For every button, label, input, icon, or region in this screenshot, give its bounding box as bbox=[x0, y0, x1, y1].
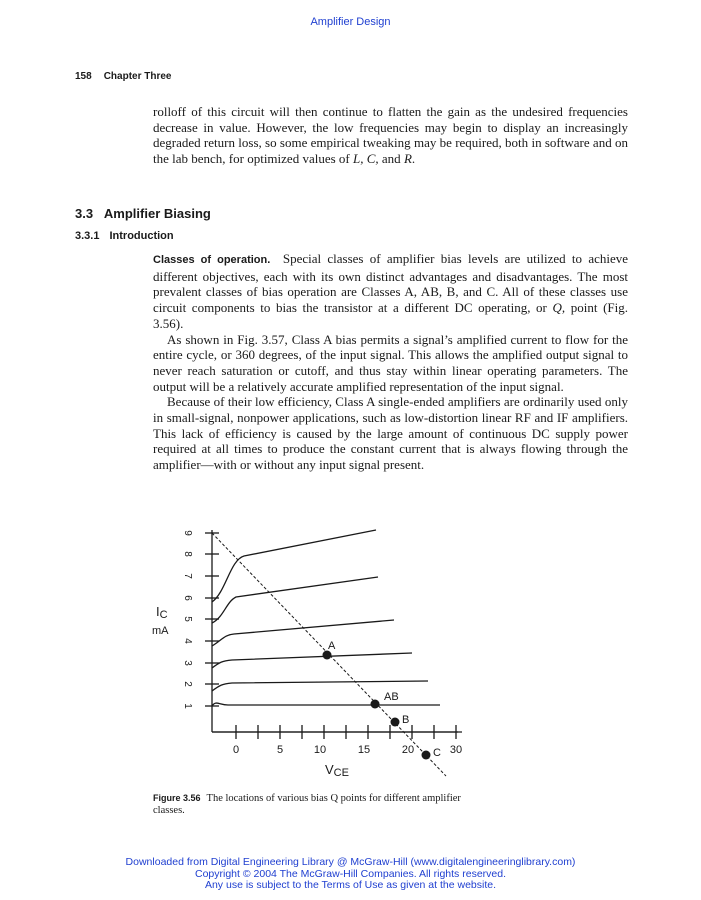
curve-3 bbox=[212, 653, 412, 668]
classes-text-a: Special classes of amplifier bias levels are utilized to achieve different objectives, each with its own distinct advantages and disadvantages. The most prevalent classes of bias operation are Classes A, AB, B, and C. All of these classes use circuit components to bias the transistor at a different DC operating, or bbox=[153, 251, 629, 316]
footer-copyright: Copyright © 2004 The McGraw-Hill Companies. All rights reserved. bbox=[195, 867, 506, 880]
y-tick-label: 8 bbox=[182, 551, 193, 557]
and-text: and bbox=[378, 151, 404, 167]
y-tick-label: 1 bbox=[182, 703, 193, 709]
subsection-heading bbox=[75, 230, 174, 242]
y-tick-label: 2 bbox=[182, 681, 193, 687]
var-r: R bbox=[403, 151, 412, 167]
q-point-ab bbox=[371, 700, 380, 709]
section-number: 3.3 bbox=[75, 206, 94, 221]
y-tick-label: 5 bbox=[182, 616, 193, 622]
curve-6 bbox=[212, 530, 376, 602]
var-c: C, bbox=[366, 151, 379, 167]
var-q: Q, bbox=[552, 300, 566, 316]
curve-1 bbox=[212, 703, 440, 706]
x-tick-label: 10 bbox=[313, 744, 327, 756]
curve-2 bbox=[212, 681, 428, 691]
caption-number: Figure 3.56 bbox=[153, 793, 201, 803]
running-header: Amplifier Design bbox=[310, 16, 391, 28]
x-axis-label: VCE bbox=[325, 762, 349, 779]
classes-runin: Classes of operation. bbox=[153, 254, 271, 266]
var-l: L, bbox=[353, 151, 364, 167]
intro-paragraph bbox=[153, 104, 628, 167]
x-tick-label: 0 bbox=[232, 744, 240, 756]
class-a-paragraph: As shown in Fig. 3.57, Class A bias permits a signal’s amplified current to flow for the entire cycle, or 360 degrees, of the input signal. This allows the amplified output signal to never reach saturation or cutoff, and thus stay within linear operating parameters. The output will be a relatively accurate amplified representation of the input signal. bbox=[153, 331, 628, 394]
y-axis-unit: mA bbox=[152, 625, 169, 637]
x-tick-label: 5 bbox=[276, 744, 284, 756]
y-tick-label: 3 bbox=[182, 660, 193, 666]
curve-5 bbox=[212, 577, 378, 623]
subsection-number: 3.3.1 bbox=[75, 230, 100, 242]
curve-4 bbox=[212, 620, 394, 646]
x-tick-label: 15 bbox=[357, 744, 371, 756]
footer-terms-link[interactable]: Any use is subject to the Terms of Use as given at the website. bbox=[204, 879, 497, 891]
efficiency-paragraph: Because of their low efficiency, Class A single-ended amplifiers are ordinarily used only in small-signal, nonpower applications, such as low-distortion linear RF and IF amplifiers. This lack of efficiency is caused by the large amount of continuous DC supply power required at all times to produce the constant current that is always flowing through the amplifier—with or without any input signal present. bbox=[153, 394, 628, 473]
y-axis-label: IC bbox=[156, 604, 168, 621]
q-point-c bbox=[422, 751, 431, 760]
label-a: A bbox=[328, 640, 336, 652]
y-tick-label: 9 bbox=[182, 530, 193, 536]
classes-text-b: point (Fig. 3.56). bbox=[153, 300, 628, 331]
body-block bbox=[153, 251, 628, 473]
q-point-b bbox=[391, 718, 400, 727]
y-tick-label: 6 bbox=[182, 595, 193, 601]
chapter-title: Chapter Three bbox=[103, 71, 172, 82]
footer-download-link[interactable]: Downloaded from Digital Engineering Library @ McGraw-Hill (www.digitalengineeringlibrary.com) bbox=[125, 856, 576, 868]
figure-caption bbox=[153, 792, 483, 817]
bias-chart bbox=[150, 522, 463, 784]
label-b: B bbox=[402, 714, 410, 726]
section-heading bbox=[75, 206, 211, 221]
x-tick-label: 30 bbox=[449, 744, 463, 756]
label-ab: AB bbox=[384, 691, 399, 703]
page-number: 158 bbox=[75, 71, 92, 82]
subsection-title: Introduction bbox=[109, 230, 174, 242]
page-line bbox=[75, 71, 171, 82]
caption-text: The locations of various bias Q points for different amplifier classes. bbox=[153, 793, 461, 816]
footer bbox=[0, 857, 701, 892]
classes-paragraph bbox=[153, 251, 628, 332]
figure-3-56 bbox=[150, 522, 463, 784]
x-tick-label: 20 bbox=[401, 744, 415, 756]
y-tick-label: 4 bbox=[182, 638, 193, 644]
y-tick-label: 7 bbox=[182, 573, 193, 579]
intro-text: rolloff of this circuit will then continue to flatten the gain as the undesired frequencies decrease in value. However, the low frequencies may begin to display an increasingly degraded return loss, so some empirical tweaking may be required, both in software and on the lab bench, for optimized values of bbox=[153, 104, 628, 167]
label-c: C bbox=[433, 747, 441, 759]
intro-end: . bbox=[411, 151, 416, 167]
section-title: Amplifier Biasing bbox=[103, 206, 211, 221]
